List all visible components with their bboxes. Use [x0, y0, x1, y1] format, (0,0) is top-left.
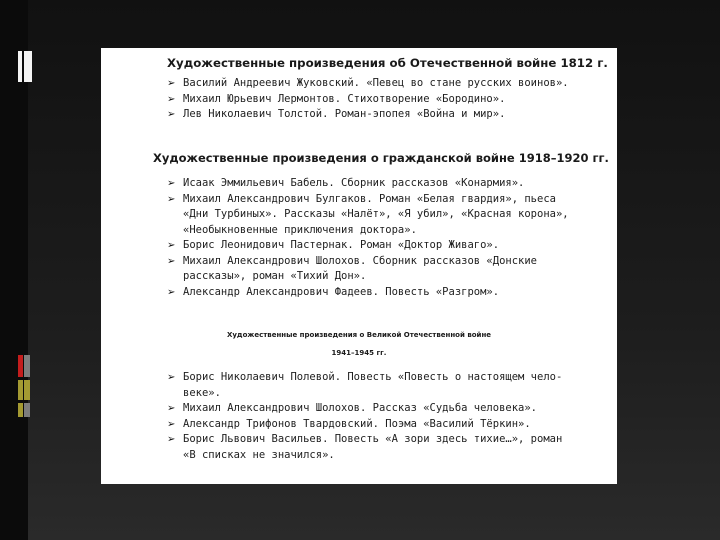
list-item-text: Борис Леонидович Пастернак. Роман «Доктор Живаго».: [183, 239, 500, 251]
list-item-text: Василий Андреевич Жуковский. «Певец во стане русских воинов».: [183, 77, 569, 89]
list-item-text: Лев Николаевич Толстой. Роман-эпопея «Война и мир».: [183, 108, 506, 120]
document-page: [101, 48, 617, 484]
arrow-bullet-icon: ➢: [167, 434, 176, 445]
list-item-text: Борис Николаевич Полевой. Повесть «Повесть о настоящем чело-: [183, 371, 563, 383]
list-item: [167, 417, 562, 433]
section-heading: [153, 149, 609, 167]
list-item: [167, 92, 569, 108]
list-item: [167, 432, 562, 463]
arrow-bullet-icon: ➢: [167, 418, 176, 430]
decor-bar-red: [18, 355, 23, 377]
list-item-text: Александр Александрович Фадеев. Повесть «Разгром».: [183, 285, 500, 298]
list-item: [167, 254, 569, 285]
list-item-text: Михаил Юрьевич Лермонтов. Стихотворение «Бородино».: [183, 92, 506, 105]
list-item-text: Михаил Александрович Булгаков. Роман «Белая гвардия», пьеса: [183, 192, 556, 205]
decor-bar-olive: [24, 380, 30, 400]
arrow-bullet-icon: ➢: [167, 240, 176, 251]
list-item-text: рассказы», роман «Тихий Дон».: [183, 270, 367, 282]
list-item: [167, 238, 569, 254]
section-heading-line: Художественные произведения о Великой Отечественной войне: [226, 331, 492, 339]
arrow-bullet-icon: ➢: [167, 372, 176, 383]
work-list: [167, 370, 562, 463]
list-item-text: «Необыкновенные приключения доктора».: [183, 223, 417, 236]
decor-bar-grey: [24, 403, 30, 417]
work-list: [167, 176, 569, 300]
list-item: [167, 401, 562, 417]
section-heading: [167, 54, 608, 72]
list-item-text: Исаак Эммильевич Бабель. Сборник рассказов «Конармия».: [183, 177, 525, 189]
list-item: [167, 76, 569, 92]
arrow-bullet-icon: ➢: [167, 78, 176, 89]
list-item-text: «В списках не значился».: [183, 448, 335, 461]
list-item-text: Александр Трифонов Твардовский. Поэма «Василий Тёркин».: [183, 417, 531, 430]
list-item: [167, 370, 562, 401]
work-list: [167, 76, 569, 123]
section-heading-line: Художественные произведения об Отечественной войне 1812 г.: [167, 56, 608, 70]
arrow-bullet-icon: ➢: [167, 178, 176, 189]
list-item: [167, 176, 569, 192]
list-item-text: веке».: [183, 386, 221, 399]
list-item: [167, 285, 569, 301]
list-item: [167, 192, 569, 239]
arrow-bullet-icon: ➢: [167, 255, 176, 267]
arrow-bullet-icon: ➢: [167, 403, 176, 414]
list-item-text: Михаил Александрович Шолохов. Рассказ «Судьба человека».: [183, 402, 538, 414]
arrow-bullet-icon: ➢: [167, 193, 176, 205]
arrow-bullet-icon: ➢: [167, 286, 176, 298]
decor-bar-olive: [18, 403, 23, 417]
decor-bar-white: [24, 51, 32, 82]
list-item-text: Борис Львович Васильев. Повесть «А зори здесь тихие…», роман: [183, 433, 563, 445]
list-item: [167, 107, 569, 123]
list-item-text: Михаил Александрович Шолохов. Сборник рассказов «Донские: [183, 254, 538, 267]
decor-bar-olive: [18, 380, 23, 400]
section-heading: [101, 326, 617, 362]
section-heading-line: Художественные произведения о гражданской войне 1918–1920 гг.: [153, 151, 609, 165]
arrow-bullet-icon: ➢: [167, 109, 176, 120]
decor-bar-grey: [24, 355, 30, 377]
list-item-text: «Дни Турбиных». Рассказы «Налёт», «Я убил», «Красная корона»,: [183, 208, 569, 220]
section-heading-line: 1941–1945 гг.: [331, 349, 387, 357]
arrow-bullet-icon: ➢: [167, 93, 176, 105]
decor-bar-white: [18, 51, 22, 82]
